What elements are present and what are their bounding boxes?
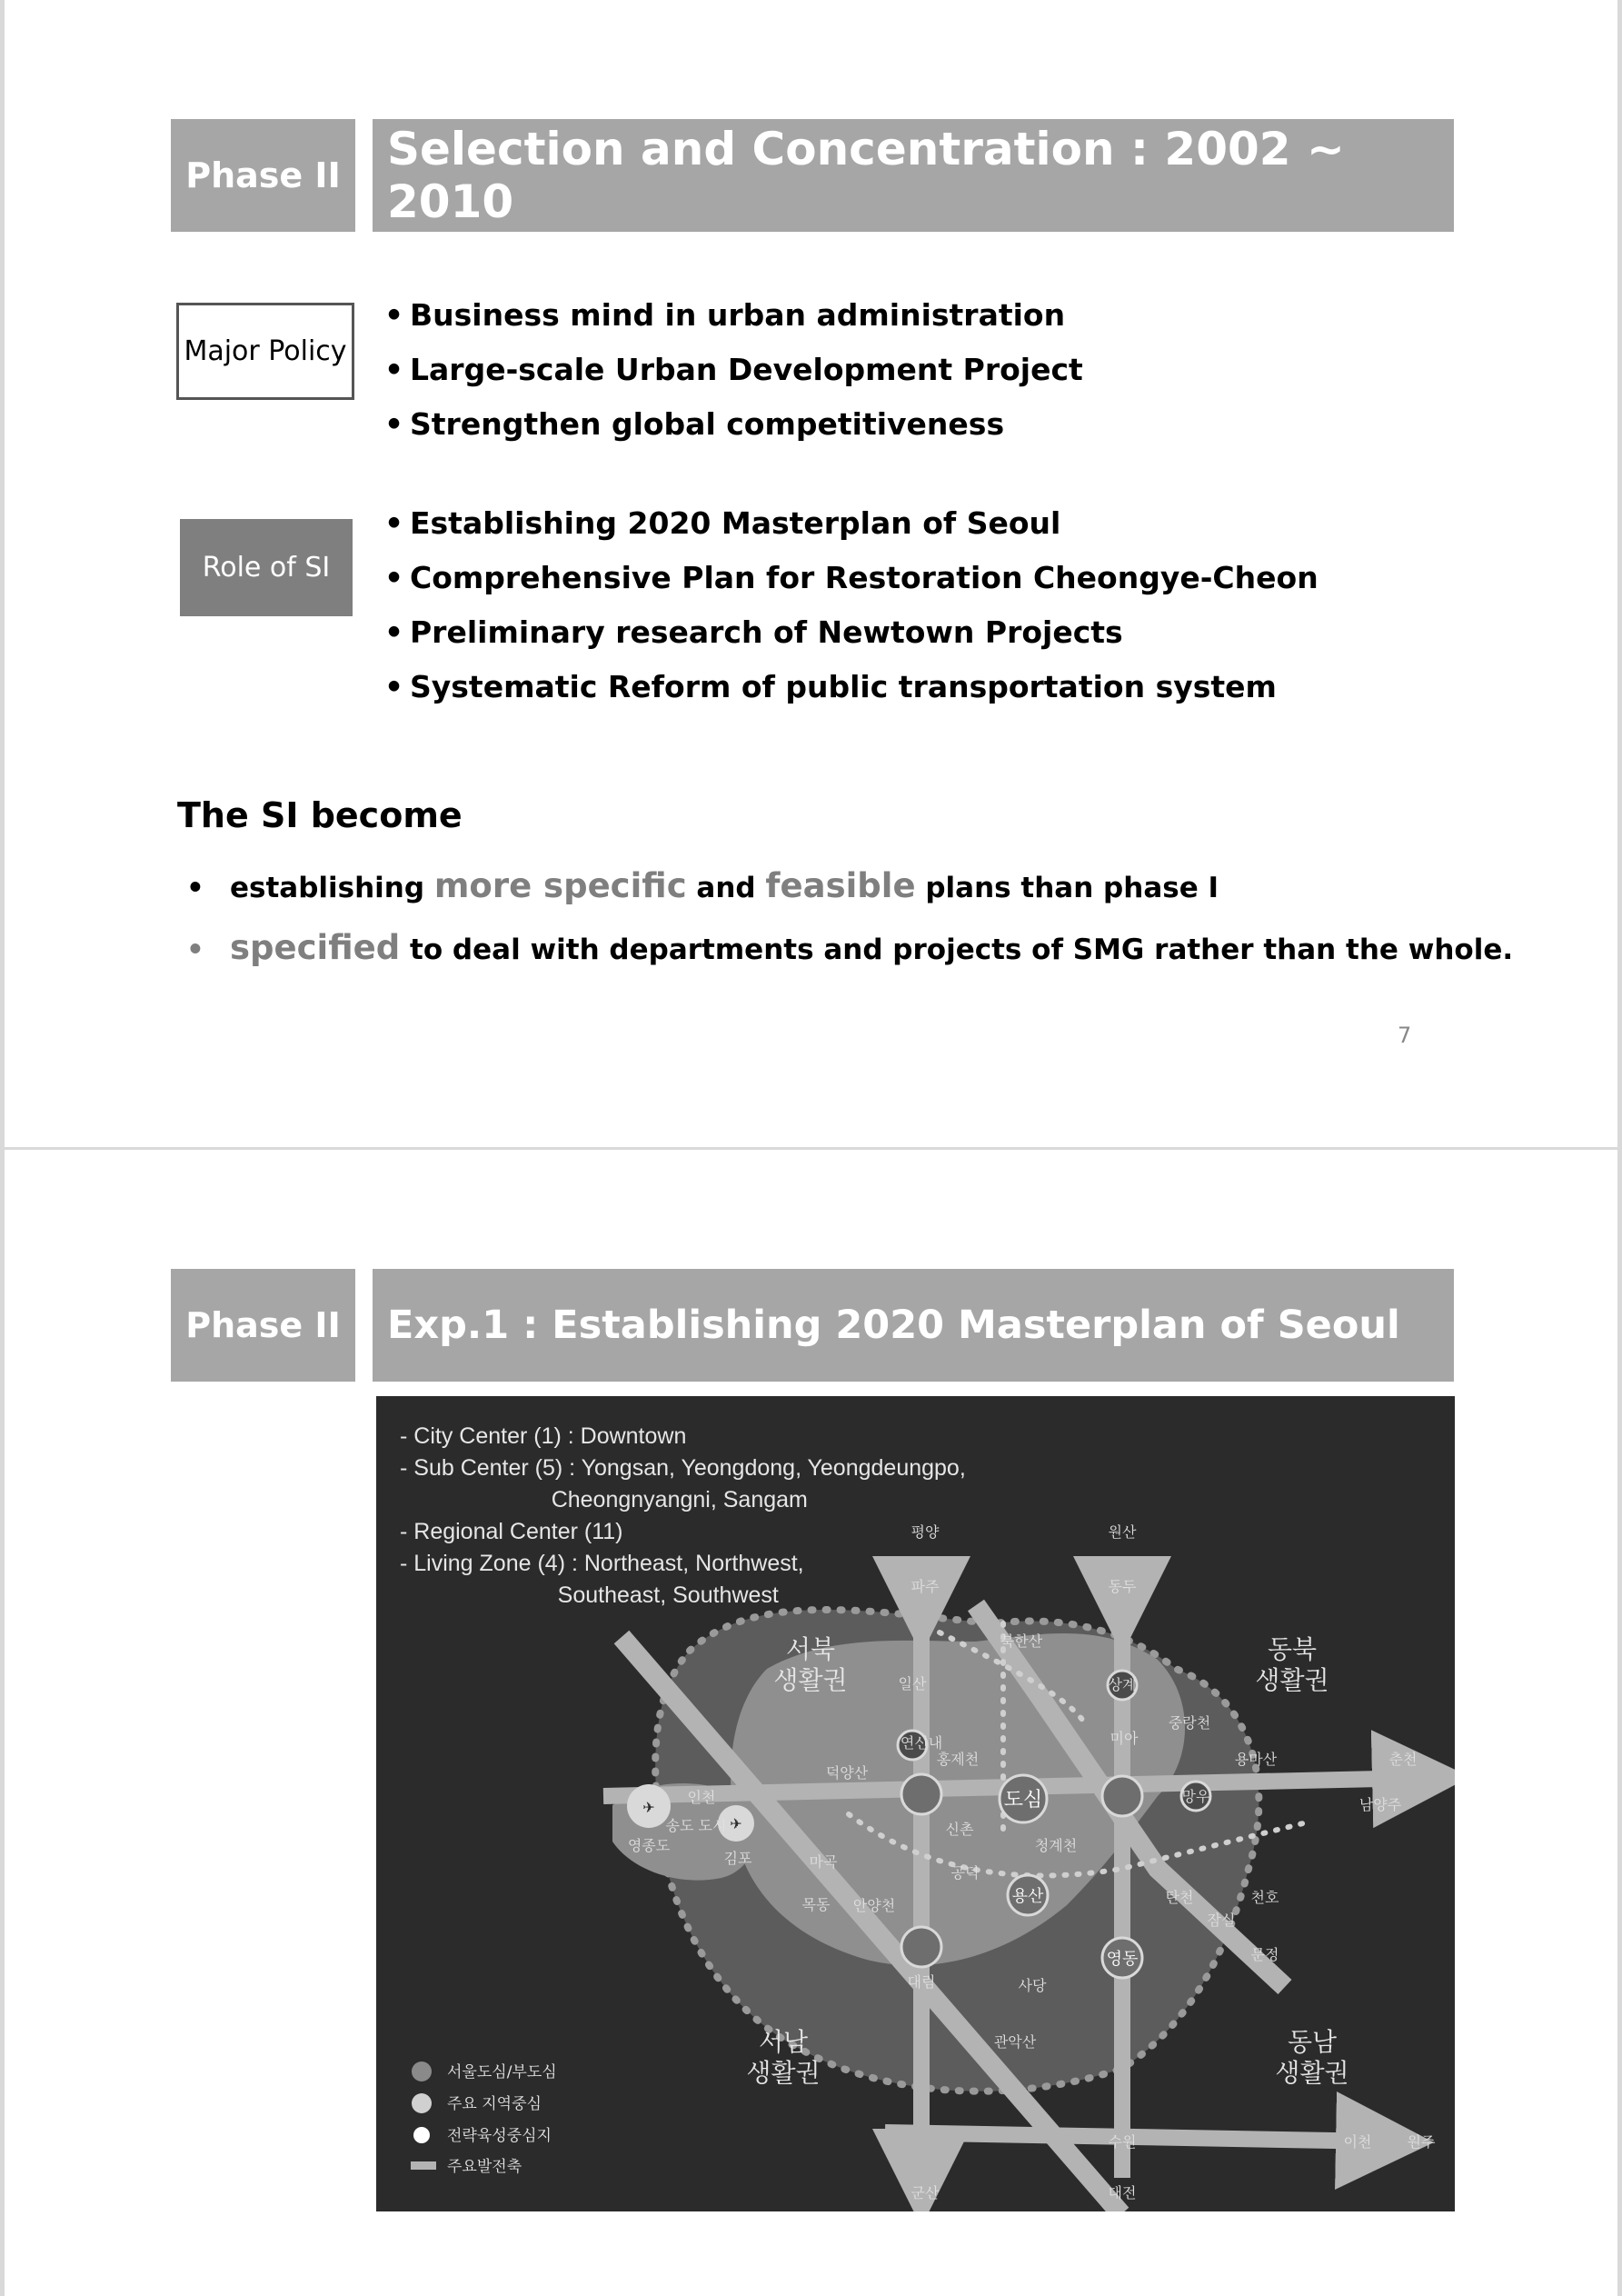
- map-label: 원주: [1407, 2133, 1436, 2151]
- major-policy-box: Major Policy: [176, 303, 354, 400]
- map-label: 도심: [1003, 1789, 1043, 1812]
- page-number: 7: [1398, 1023, 1412, 1048]
- slide-phase2-overview: [5, 0, 1617, 1147]
- center-marker: [901, 1774, 941, 1814]
- legend-swatch: [412, 2061, 432, 2081]
- slide-title: Exp.1 : Establishing 2020 Masterplan of Seoul: [373, 1269, 1454, 1382]
- map-label: 상계: [1108, 1676, 1137, 1693]
- map-legend: [411, 2061, 557, 2176]
- list-item: • Business mind in urban administration: [384, 297, 1066, 333]
- list-item: • specified to deal with departments and projects of SMG rather than the whole.: [186, 928, 1514, 967]
- map-label: 대림: [907, 1973, 936, 1991]
- legend-swatch: [412, 2093, 432, 2113]
- map-label: 청계천: [1034, 1837, 1078, 1854]
- info-line: - Living Zone (4) : Northeast, Northwest,: [400, 1551, 804, 1576]
- map-label: 일산: [898, 1675, 927, 1692]
- airport-icon: ✈: [730, 1815, 742, 1832]
- zone-label: 생활권: [773, 1665, 848, 1695]
- map-label: 김포: [723, 1850, 752, 1867]
- map-label: 영동: [1106, 1950, 1139, 1969]
- map-label: 군산: [911, 2184, 940, 2201]
- map-label: 춘천: [1388, 1751, 1418, 1768]
- map-graphic: [376, 1396, 1455, 2211]
- map-label: 원산: [1108, 1523, 1137, 1541]
- map-label: 신촌: [945, 1821, 974, 1838]
- map-label: 덕양산: [825, 1764, 869, 1782]
- legend-label: 주요발전축: [447, 2158, 522, 2176]
- map-label: 홍제천: [936, 1751, 980, 1768]
- list-item: • establishing more specific and feasible plans than phase I: [186, 866, 1219, 905]
- map-label: 대전: [1108, 2184, 1137, 2201]
- map-label: 파주: [911, 1578, 940, 1595]
- map-label: 연신내: [900, 1734, 943, 1752]
- zone-label: 서남: [758, 2027, 809, 2057]
- role-of-si-list: [384, 496, 1318, 714]
- zone-label: 생활권: [746, 2058, 821, 2088]
- list-item: • Establishing 2020 Masterplan of Seoul: [384, 505, 1061, 541]
- map-label: 용마산: [1234, 1751, 1278, 1768]
- map-label: 문정: [1250, 1946, 1279, 1963]
- zone-label: 생활권: [1275, 2058, 1349, 2088]
- list-item: • Systematic Reform of public transportation system: [384, 669, 1277, 704]
- legend-label: 전략육성중심지: [447, 2127, 552, 2145]
- map-label: 공덕: [950, 1864, 980, 1882]
- slide-masterplan: [5, 1150, 1617, 2296]
- major-policy-list: [384, 288, 1083, 452]
- zone-label: 동남: [1287, 2027, 1338, 2057]
- map-label: 미아: [1110, 1730, 1139, 1747]
- map-label: 망우: [1181, 1788, 1210, 1805]
- slide-title: Selection and Concentration : 2002 ~ 2010: [373, 119, 1454, 232]
- center-marker: [901, 1927, 941, 1967]
- list-item: • Preliminary research of Newtown Projects: [384, 614, 1123, 650]
- list-item: • Comprehensive Plan for Restoration Cheongye-Cheon: [384, 560, 1318, 595]
- legend-swatch: [413, 2127, 430, 2143]
- map-label: 수원: [1108, 2133, 1137, 2151]
- legend-label: 주요 지역중심: [447, 2095, 542, 2113]
- map-label: 사당: [1018, 1977, 1047, 1994]
- list-item: • Large-scale Urban Development Project: [384, 352, 1083, 387]
- map-label: 인천: [687, 1789, 716, 1806]
- legend-label: 서울도심/부도심: [447, 2063, 557, 2081]
- zone-label: 생활권: [1255, 1665, 1329, 1695]
- map-label: 목동: [801, 1896, 831, 1913]
- info-line: Cheongnyangni, Sangam: [400, 1487, 808, 1512]
- list-item: • Strengthen global competitiveness: [384, 406, 1005, 442]
- info-line: - Sub Center (5) : Yongsan, Yeongdong, Yeongdeungpo,: [400, 1455, 966, 1481]
- map-label: 마곡: [809, 1853, 838, 1871]
- map-label: 관악산: [993, 2033, 1037, 2051]
- map-label: 평양: [911, 1523, 940, 1541]
- airport-icon: ✈: [642, 1799, 655, 1816]
- legend-swatch: [411, 2161, 436, 2170]
- map-label: 안양천: [852, 1897, 896, 1914]
- map-label: 영종도: [627, 1837, 671, 1854]
- map-label: 잠실: [1207, 1912, 1236, 1929]
- become-heading: The SI become: [177, 795, 463, 835]
- zone-label: 서북: [785, 1634, 836, 1664]
- role-of-si-box: Role of SI: [180, 519, 353, 616]
- map-label: 북한산: [1000, 1632, 1043, 1650]
- map-label: 이천: [1343, 2133, 1372, 2151]
- phase-tab: Phase II: [171, 119, 355, 232]
- center-marker: [1102, 1776, 1142, 1816]
- seoul-masterplan-map: [376, 1396, 1455, 2211]
- info-line: Southeast, Southwest: [400, 1582, 779, 1608]
- map-label: 용산: [1011, 1887, 1044, 1906]
- map-label: 탄천: [1165, 1889, 1194, 1906]
- info-line: - City Center (1) : Downtown: [400, 1423, 687, 1449]
- become-list: [186, 855, 1513, 979]
- map-label: 남양주: [1358, 1796, 1402, 1813]
- zone-label: 동북: [1267, 1634, 1318, 1664]
- map-info-text: [400, 1423, 966, 1608]
- map-label: 송도 도시: [665, 1817, 727, 1834]
- map-label: 중랑천: [1168, 1714, 1211, 1732]
- info-line: - Regional Center (11): [400, 1519, 623, 1544]
- map-label: 천호: [1250, 1889, 1279, 1906]
- phase-tab: Phase II: [171, 1269, 355, 1382]
- map-label: 동두: [1108, 1578, 1137, 1595]
